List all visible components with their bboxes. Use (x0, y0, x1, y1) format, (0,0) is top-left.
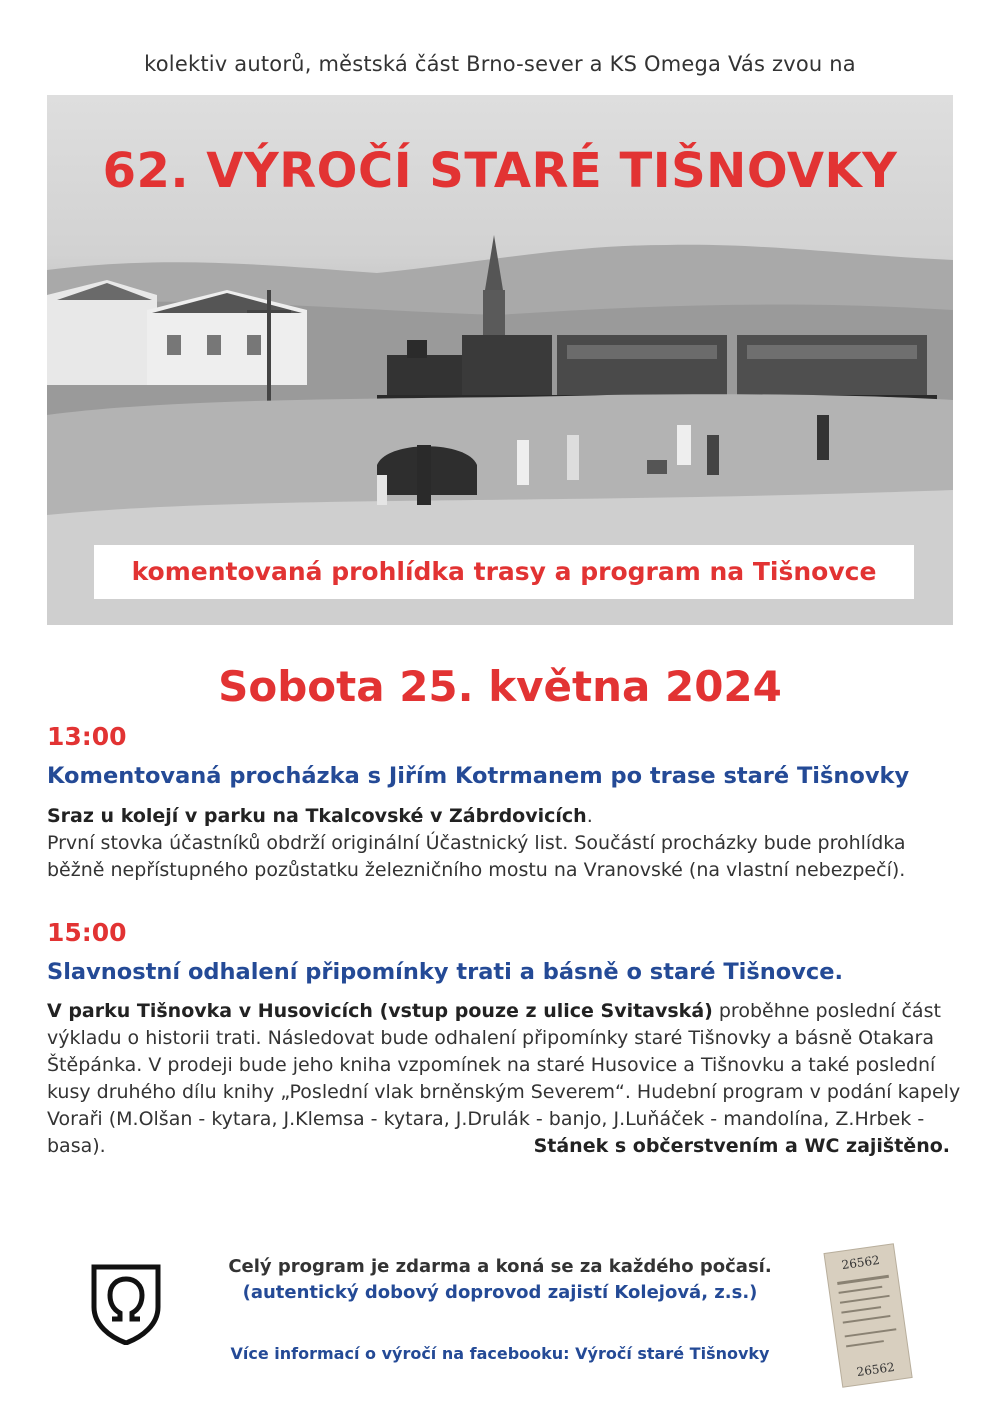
event-date: Sobota 25. května 2024 (218, 662, 782, 711)
footer-free-program: Celý program je zdarma a koná se za každého počasí. (228, 1256, 772, 1277)
event2-note: Stánek s občerstvením a WC zajištěno. (533, 1135, 950, 1157)
event2-text: proběhne poslední část výkladu o historii trati. Následovat bude odhalení připomínky staré Tišnovky a básně Otakara Štěpánka. V prodeji bude jeho kniha vzpomínek na staré Husovice a Tišnovku a také poslední kusy druhého dílu knihy „Poslední vlak brněnským Severem“. Hudební program v podání kapely Voraři (M.Olšan - kytara, J.Klemsa - kytara, J.Drulák - banjo, J.Luňáček - mandolína, Z.Hrbek - basa). (47, 1000, 961, 1157)
train-ticket-image (818, 1240, 918, 1390)
event1-description (47, 803, 967, 884)
footer-facebook-info: Více informací o výročí na facebooku: Výročí staré Tišnovky (230, 1344, 770, 1363)
event2-description (47, 998, 962, 1160)
event1-time: 13:00 (47, 722, 127, 751)
event1-lead-end: . (586, 805, 593, 827)
event1-text: První stovka účastníků obdrží originální Účastnický list. Součástí procházky bude prohlídka běžně nepřístupného pozůstatku železničního mostu na Vranovské (na vlastní nebezpečí). (47, 832, 906, 881)
footer-escort: (autentický dobový doprovod zajistí Kolejová, z.s.) (242, 1282, 758, 1303)
ticket-number-top: 26562 (840, 1252, 881, 1273)
event1-lead: Sraz u kolejí v parku na Tkalcovské v Zábrdovicích (47, 805, 587, 827)
event2-heading: Slavnostní odhalení připomínky trati a básně o staré Tišnovce. (47, 959, 844, 985)
intro-line: kolektiv autorů, městská část Brno-sever a KS Omega Vás zvou na (144, 52, 856, 76)
event2-time: 15:00 (47, 918, 127, 947)
ticket-number-bottom: 26562 (855, 1359, 896, 1380)
historic-train-photo (47, 95, 953, 625)
event-title: 62. VÝROČÍ STARÉ TIŠNOVKY (102, 143, 898, 199)
subtitle-banner: komentovaná prohlídka trasy a program na Tišnovce (94, 545, 914, 599)
event1-heading: Komentovaná procházka s Jiřím Kotrmanem po trase staré Tišnovky (47, 763, 910, 789)
event2-lead: V parku Tišnovka v Husovicích (vstup pouze z ulice Svitavská) (47, 1000, 713, 1022)
